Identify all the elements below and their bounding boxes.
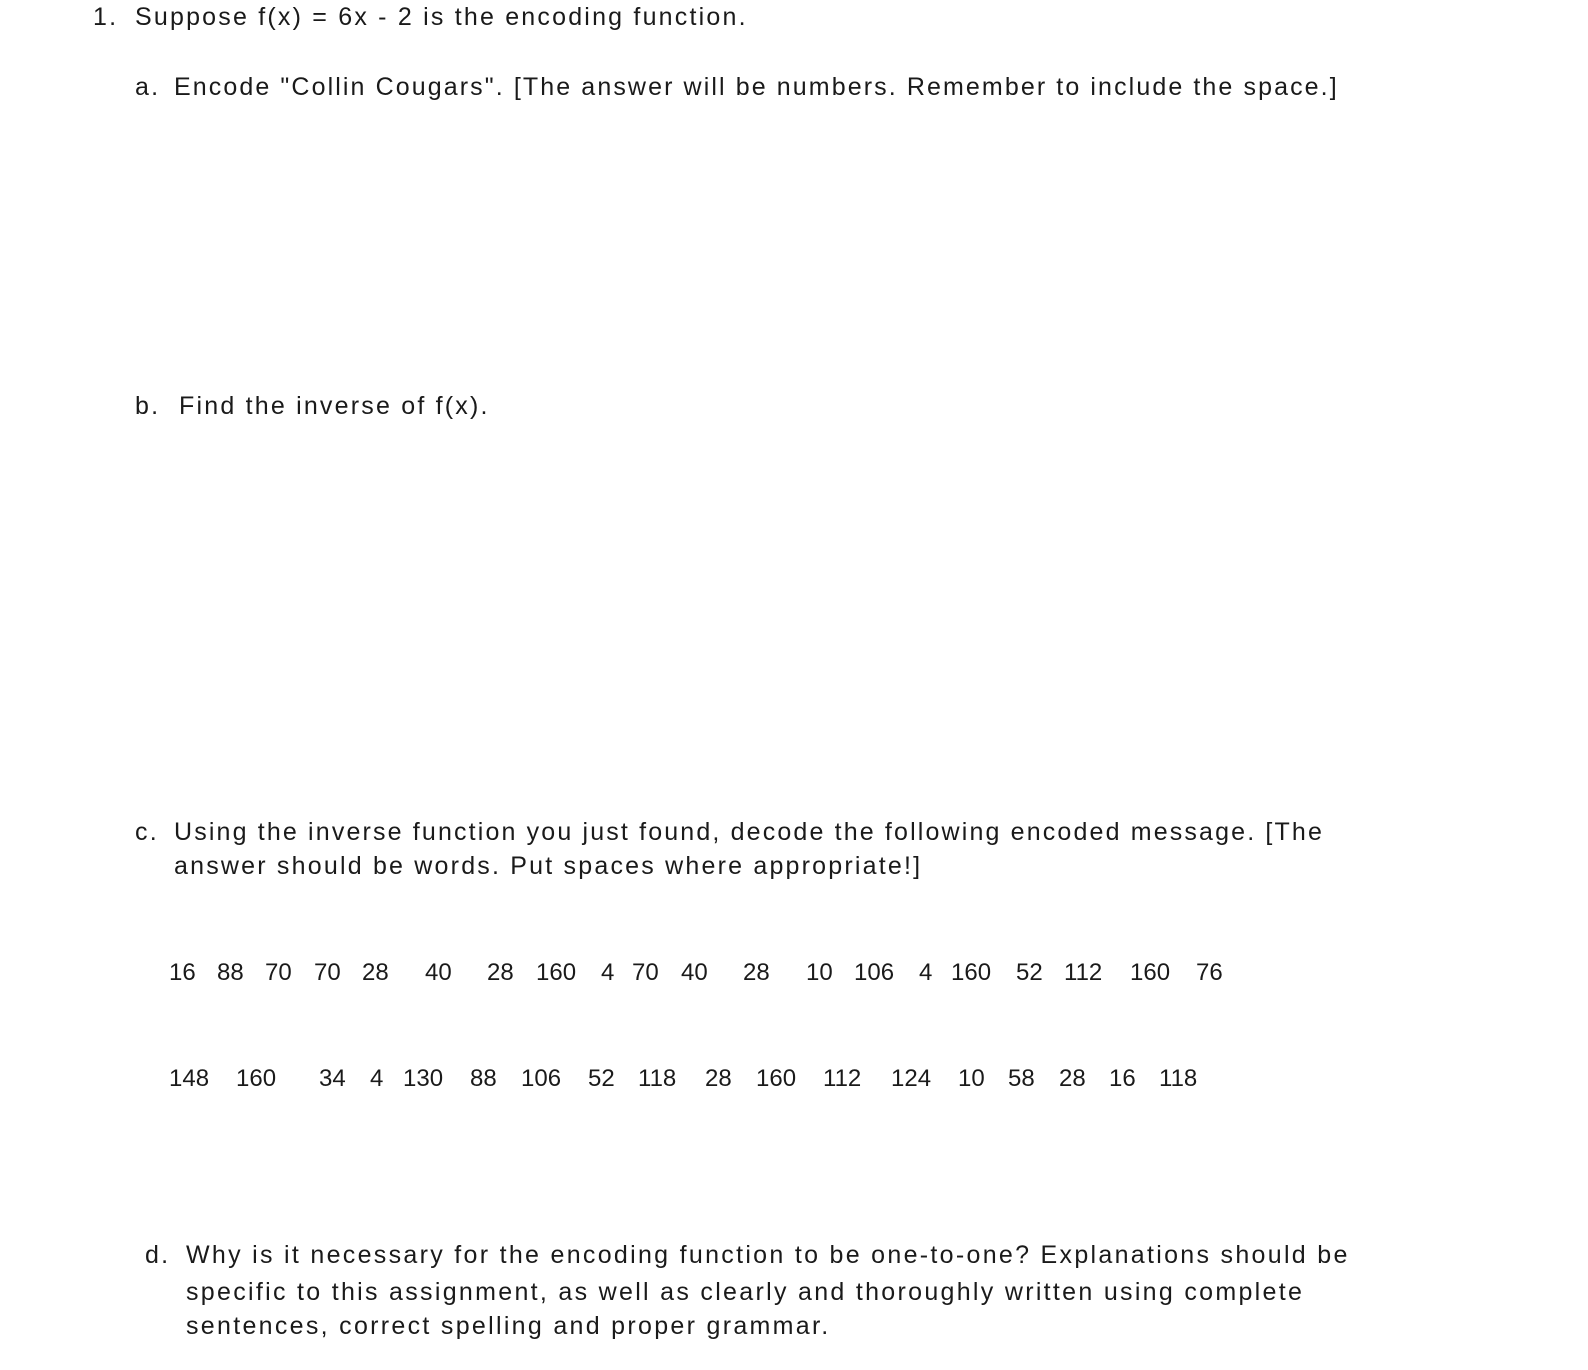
- question-number: 1.: [93, 3, 119, 31]
- encoded-number: 34: [319, 1065, 346, 1092]
- encoded-number: 4: [919, 959, 933, 986]
- encoded-number: 16: [169, 959, 196, 986]
- encoded-number: 106: [854, 959, 895, 986]
- encoded-number: 28: [705, 1065, 732, 1092]
- part-d-text-line2: specific to this assignment, as well as clearly and thoroughly written using complete: [186, 1278, 1305, 1306]
- encoded-number: 160: [536, 959, 577, 986]
- encoded-number: 28: [362, 959, 389, 986]
- encoded-number: 28: [487, 959, 514, 986]
- part-a-text: Encode "Collin Cougars". [The answer will be numbers. Remember to include the space.]: [174, 73, 1339, 101]
- encoded-number: 130: [403, 1065, 444, 1092]
- encoded-number: 4: [370, 1065, 384, 1092]
- part-d-text-line1: Why is it necessary for the encoding function to be one-to-one? Explanations should be: [186, 1241, 1350, 1269]
- encoded-number: 88: [217, 959, 244, 986]
- encoded-number: 160: [756, 1065, 797, 1092]
- encoded-number: 106: [521, 1065, 562, 1092]
- encoded-number: 58: [1008, 1065, 1035, 1092]
- part-c-label: c.: [135, 818, 159, 846]
- encoded-number: 118: [1159, 1065, 1198, 1092]
- encoded-number: 112: [823, 1065, 862, 1092]
- encoded-number: 148: [169, 1065, 210, 1092]
- encoded-number: 28: [1059, 1065, 1086, 1092]
- part-b-label: b.: [135, 392, 161, 420]
- encoded-number: 4: [601, 959, 615, 986]
- encoded-number: 160: [236, 1065, 277, 1092]
- encoded-number: 16: [1109, 1065, 1136, 1092]
- part-c-text-line2: answer should be words. Put spaces where appropriate!]: [174, 852, 923, 880]
- encoded-number: 52: [588, 1065, 615, 1092]
- encoded-number: 10: [806, 959, 833, 986]
- part-d-label: d.: [145, 1241, 171, 1269]
- encoded-number: 88: [470, 1065, 497, 1092]
- question-prompt: Suppose f(x) = 6x - 2 is the encoding function.: [135, 3, 748, 31]
- encoded-number: 40: [681, 959, 708, 986]
- encoded-number: 160: [951, 959, 992, 986]
- encoded-number: 160: [1130, 959, 1171, 986]
- encoded-number: 52: [1016, 959, 1043, 986]
- part-c-text-line1: Using the inverse function you just found, decode the following encoded message. [The: [174, 818, 1325, 846]
- encoded-number: 40: [425, 959, 452, 986]
- encoded-number: 28: [743, 959, 770, 986]
- part-a-label: a.: [135, 73, 161, 101]
- encoded-number: 70: [632, 959, 659, 986]
- encoded-number: 112: [1064, 959, 1103, 986]
- encoded-number: 124: [891, 1065, 932, 1092]
- part-d-text-line3: sentences, correct spelling and proper grammar.: [186, 1312, 831, 1340]
- encoded-number: 76: [1196, 959, 1223, 986]
- encoded-number: 70: [265, 959, 292, 986]
- encoded-number: 10: [958, 1065, 985, 1092]
- encoded-number: 70: [314, 959, 341, 986]
- part-b-text: Find the inverse of f(x).: [179, 392, 490, 420]
- encoded-number: 118: [638, 1065, 677, 1092]
